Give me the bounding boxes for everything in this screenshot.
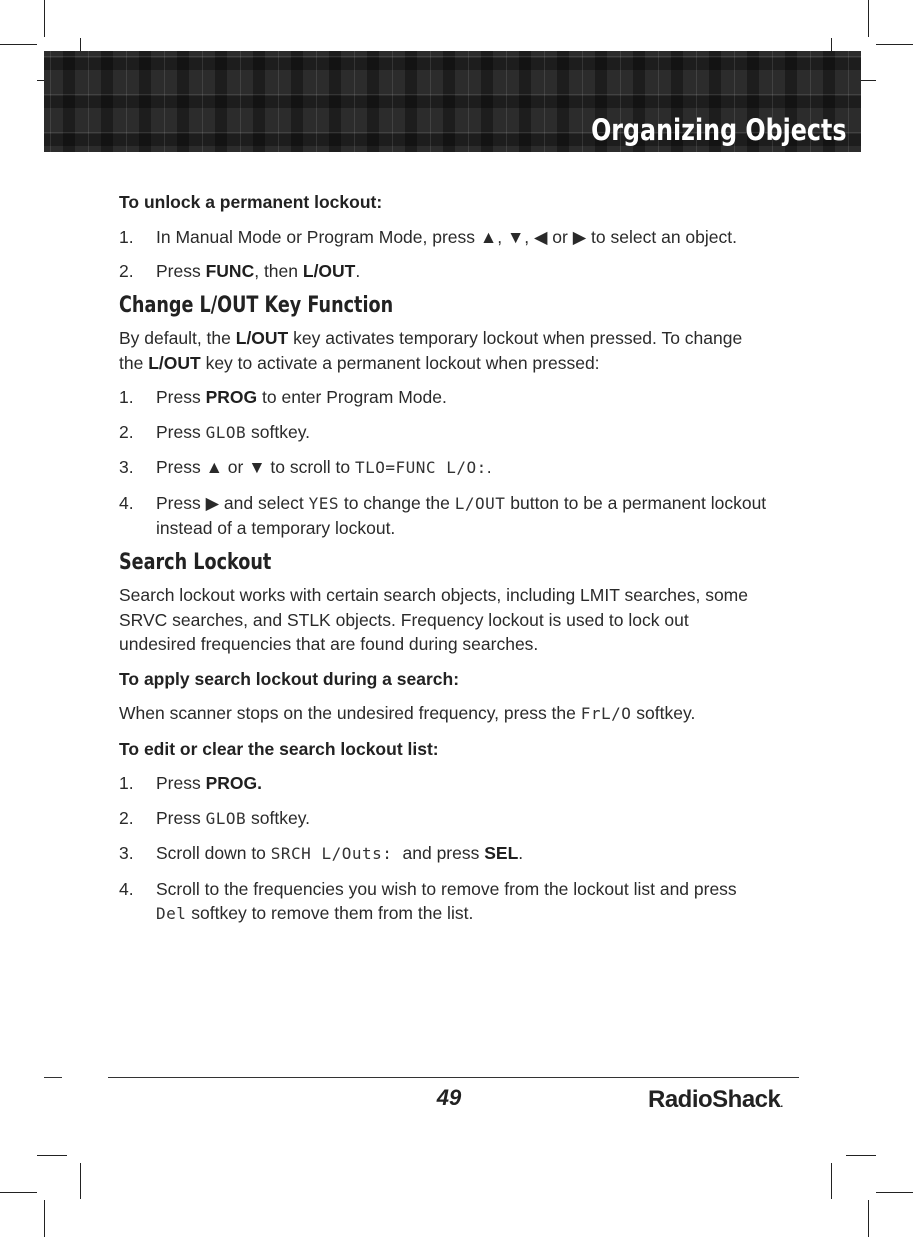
crop-mark: [37, 1155, 67, 1156]
para-text: key to activate a permanent lockout when pressed:: [200, 352, 600, 373]
list-item: [119, 771, 769, 796]
edit-steps: [119, 771, 769, 927]
step-number: 2.: [119, 261, 134, 281]
change-heading: Change L/OUT Key Function: [119, 292, 394, 318]
key-name: PROG.: [205, 773, 263, 793]
step-text: Press: [156, 387, 206, 407]
key-name: L/OUT: [148, 352, 201, 373]
footer-tick: [44, 1077, 62, 1078]
lcd-text: TLO=FUNC L/O:: [355, 458, 487, 477]
para-text: key activates temporary lockout when pressed. To change the: [119, 328, 743, 373]
step-text: , then: [254, 261, 303, 281]
lcd-text: Del: [156, 904, 187, 923]
step-number: 3.: [119, 843, 134, 863]
page-number: 49: [436, 1085, 462, 1110]
step-text: .: [486, 457, 492, 477]
para-text: softkey.: [631, 703, 696, 723]
step-text: softkey.: [246, 807, 311, 828]
lcd-text: YES: [308, 493, 339, 513]
step-text: In Manual Mode or Program Mode, press ▲, ▼, ◀ or ▶ to select an object.: [156, 226, 737, 247]
change-steps: [119, 385, 769, 541]
page-title: Organizing Objects: [591, 113, 847, 147]
list-item: [119, 491, 769, 541]
crop-mark: [44, 0, 45, 37]
list-item: [119, 385, 769, 410]
step-text: to enter Program Mode.: [257, 387, 447, 407]
crop-mark: [868, 0, 869, 37]
step-text: Press ▲ or ▼ to scroll to: [156, 457, 355, 477]
unlock-steps: [119, 225, 769, 284]
para-text: By default, the: [119, 328, 236, 348]
step-number: 1.: [119, 387, 134, 407]
change-intro: [119, 326, 769, 375]
lcd-text: GLOB: [205, 422, 247, 442]
step-text: button to be a permanent lockout instead of a temporary lockout.: [156, 492, 767, 538]
key-name: SEL: [484, 843, 519, 863]
edit-heading: To edit or clear the search lockout list:: [119, 738, 439, 759]
step-text: to change the: [338, 492, 455, 513]
step-number: 2.: [119, 421, 134, 442]
brand-mark: .: [780, 1099, 783, 1110]
apply-text: [119, 701, 769, 727]
list-item: [119, 877, 769, 927]
key-name: FUNC: [205, 261, 255, 281]
step-number: 1.: [119, 773, 134, 793]
crop-mark: [868, 1200, 869, 1237]
step-text: softkey to remove them from the list.: [186, 903, 474, 923]
list-item: [119, 259, 769, 284]
unlock-heading: To unlock a permanent lockout:: [119, 192, 383, 212]
crop-mark: [876, 44, 913, 45]
list-item: [119, 420, 769, 446]
step-number: 4.: [119, 492, 134, 513]
lcd-text: L/OUT: [454, 493, 506, 513]
step-text: Press ▶ and select: [156, 492, 309, 513]
key-name: PROG: [205, 387, 258, 407]
footer-rule: [108, 1077, 799, 1078]
list-item: [119, 841, 769, 867]
step-text: .: [518, 843, 524, 863]
step-text: Press: [156, 261, 206, 281]
step-text: Scroll down to: [156, 843, 271, 863]
step-text: .: [355, 261, 361, 281]
key-name: L/OUT: [302, 261, 356, 281]
key-name: L/OUT: [235, 328, 289, 348]
crop-mark: [44, 1200, 45, 1237]
page-content: [119, 190, 769, 937]
para-text: When scanner stops on the undesired frequency, press the: [119, 703, 581, 723]
crop-mark: [831, 1163, 832, 1199]
step-text: Press: [156, 773, 206, 793]
lcd-text: FrL/O: [580, 704, 632, 723]
step-text: Press: [156, 421, 206, 442]
brand-logo: [648, 1086, 783, 1114]
step-text: Press: [156, 807, 206, 828]
crop-mark: [0, 44, 37, 45]
crop-mark: [876, 1192, 913, 1193]
list-item: [119, 455, 769, 481]
step-text: and press: [402, 843, 485, 863]
crop-mark: [80, 1163, 81, 1199]
search-heading: Search Lockout: [119, 549, 272, 575]
step-text: softkey.: [246, 421, 311, 442]
step-number: 1.: [119, 226, 134, 247]
brand-name: RadioShack: [648, 1086, 781, 1113]
list-item: [119, 225, 769, 250]
crop-mark: [846, 1155, 876, 1156]
step-text: Scroll to the frequencies you wish to remove from the lockout list and press: [156, 878, 737, 899]
apply-heading: To apply search lockout during a search:: [119, 668, 460, 689]
crop-mark: [0, 1192, 37, 1193]
lcd-text: SRCH L/Outs:: [270, 844, 403, 863]
step-number: 4.: [119, 878, 134, 899]
step-number: 3.: [119, 457, 134, 477]
lcd-text: GLOB: [205, 808, 247, 828]
search-intro: Search lockout works with certain search objects, including LMIT searches, some SRVC searches, and STLK objects. Frequency lockout is used to lock out undesired frequencies that are found during searches.: [119, 585, 748, 654]
step-number: 2.: [119, 807, 134, 828]
list-item: [119, 806, 769, 832]
